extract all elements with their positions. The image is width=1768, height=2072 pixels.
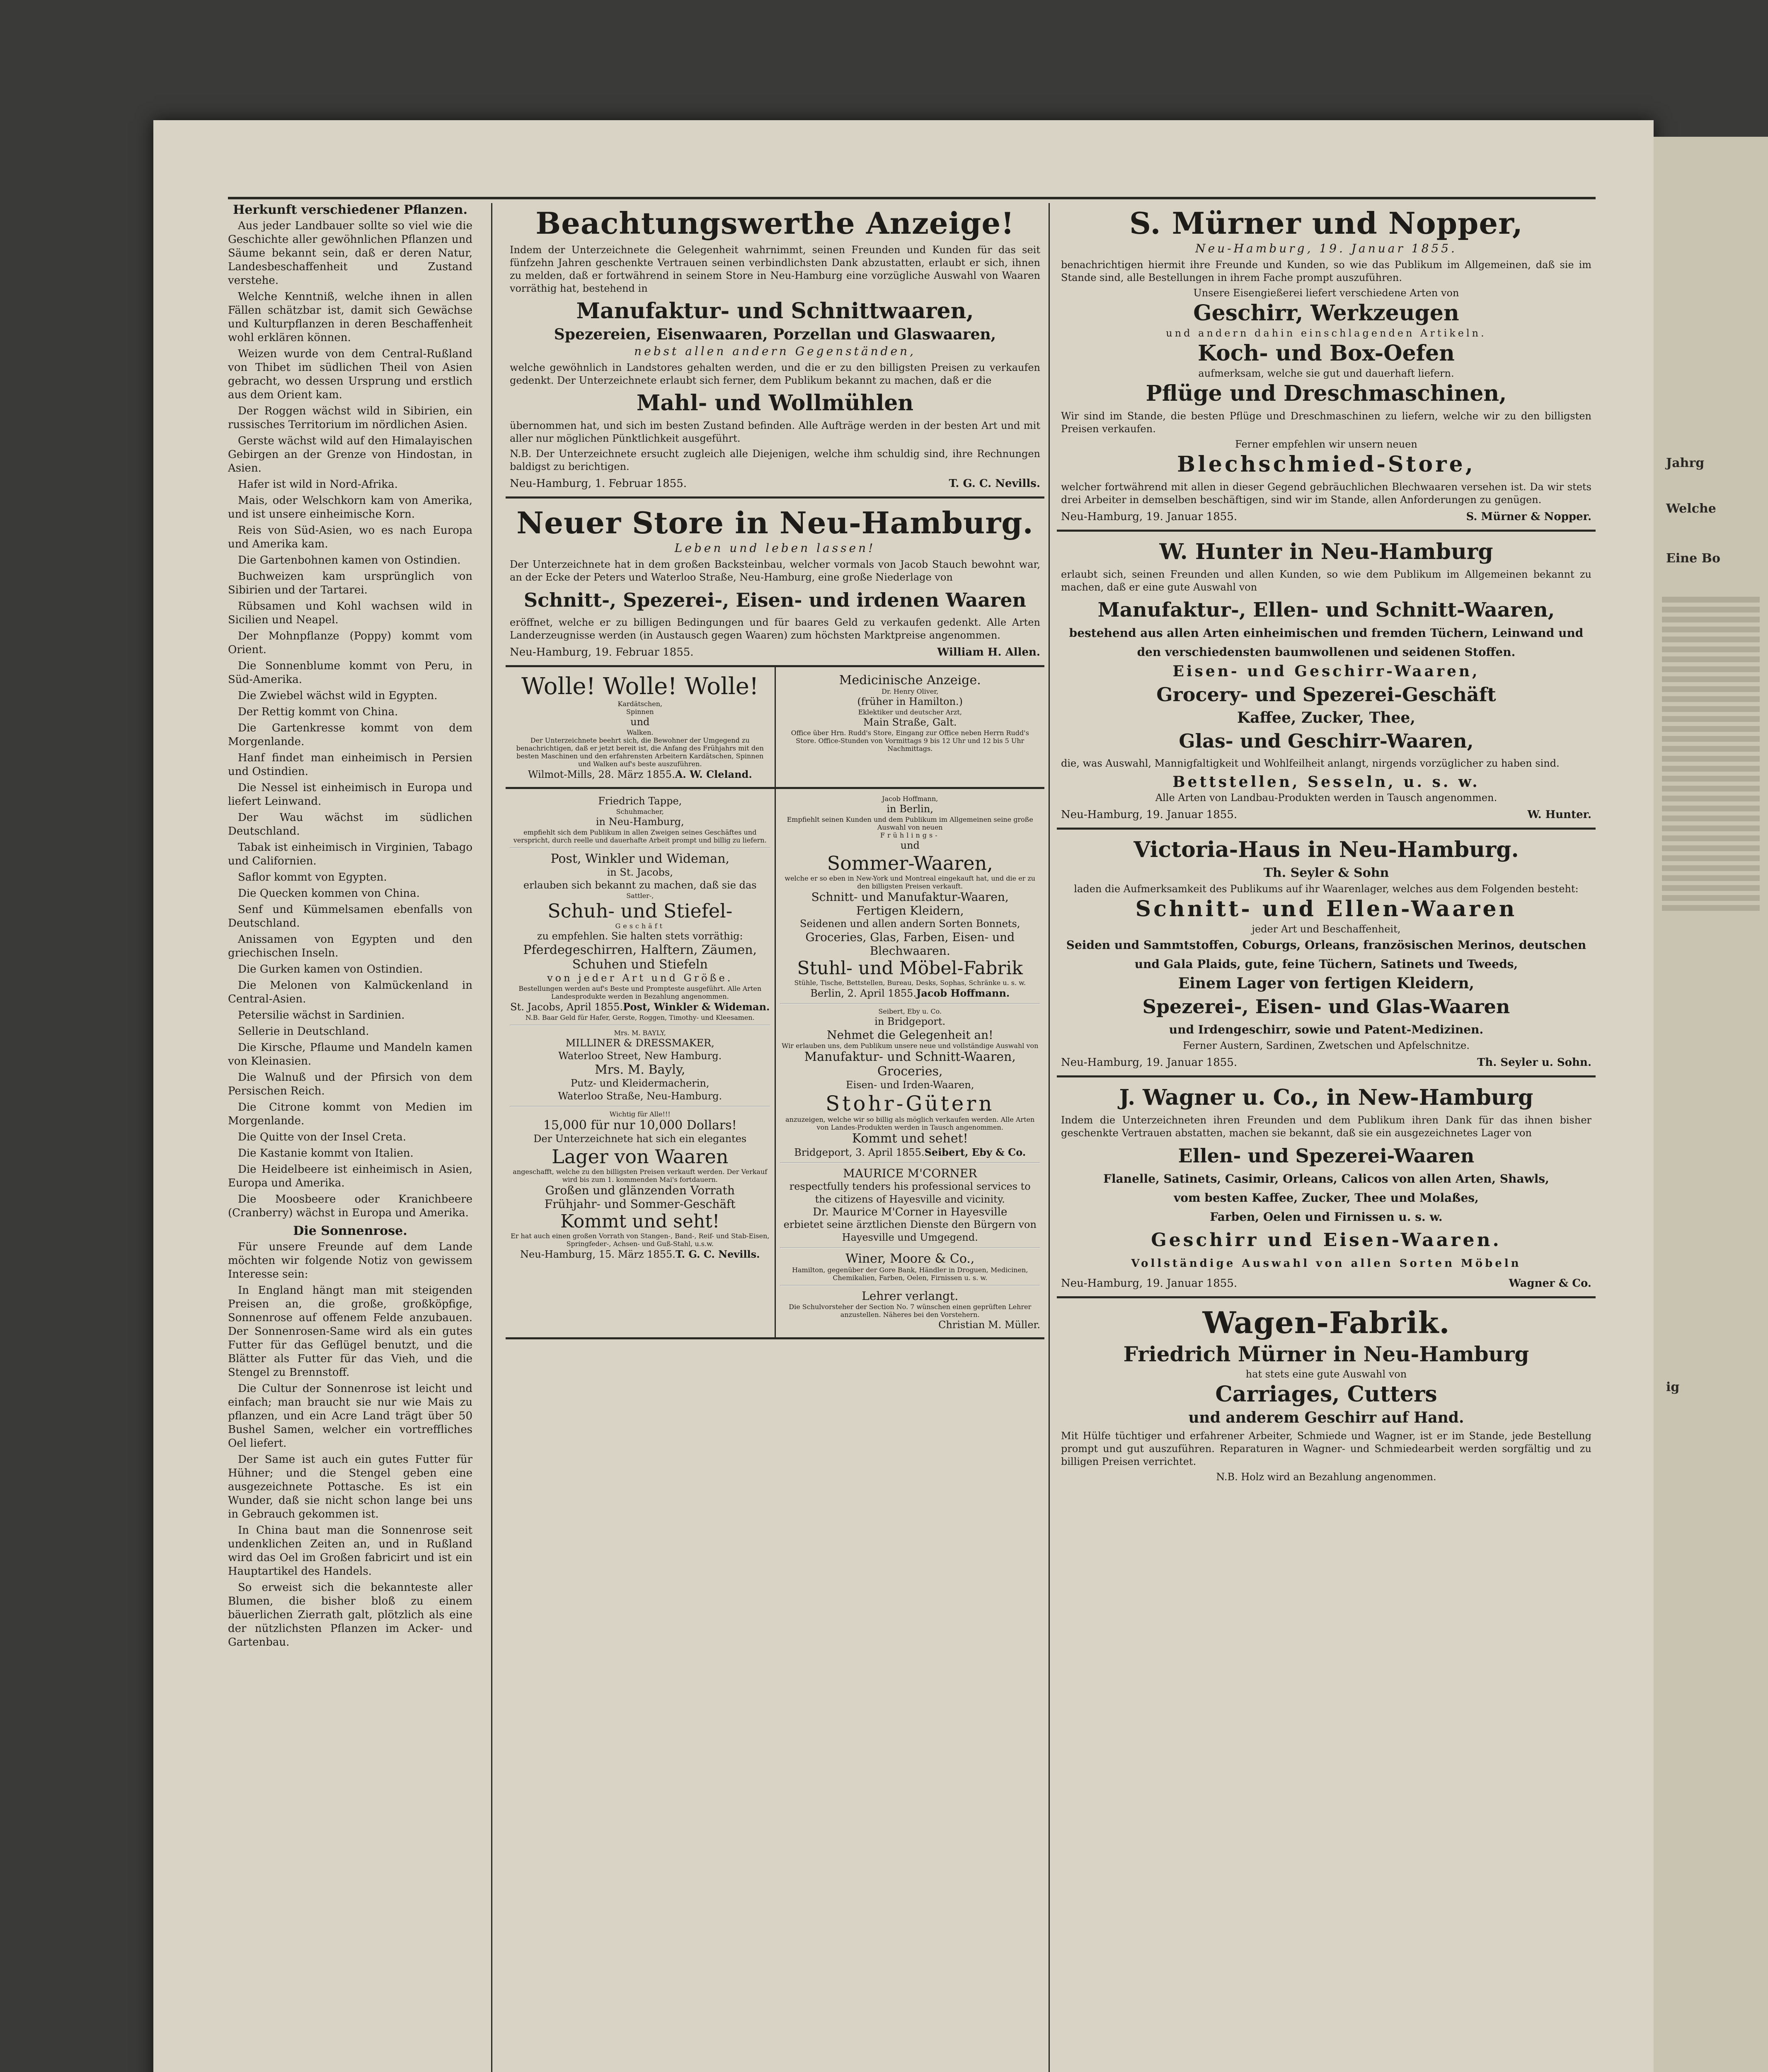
ad-text: MILLINER & DRESSMAKER, — [565, 1037, 714, 1049]
article-paragraph: Der Roggen wächst wild in Sibirien, ein russisches Territorium im nördlichen Asien. — [228, 405, 472, 431]
ad-text: Er hat auch einen großen Vorrath von Stangen-, Band-, Reif- und Stab-Eisen, Springfeder-, Achsen- und Guß-Stahl, u.s.w. — [511, 1232, 770, 1248]
ad-signature: Christian M. Müller. — [938, 1319, 1040, 1331]
ad-heading: Farben, Oelen und Firnissen u. s. w. — [1210, 1210, 1443, 1224]
ad-text: N.B. Der Unterzeichnete ersucht zugleich alle Diejenigen, welche ihm schuldig sind, ihre Rechnungen baldigst zu berichtigen. — [510, 448, 1040, 472]
ad-title: Post, Winkler und Wideman, — [550, 852, 730, 866]
ad-signature: Th. Seyler u. Sohn. — [1477, 1056, 1591, 1069]
ad-heading: Pferdegeschirren, Halftern, Zäumen, — [523, 943, 757, 957]
ad-signature: Post, Winkler & Wideman. — [623, 1001, 770, 1013]
article-paragraph: Der Mohnpflanze (Poppy) kommt vom Orient. — [228, 630, 472, 656]
ad-heading: und Irdengeschirr, sowie und Patent-Medizinen. — [1169, 1023, 1484, 1036]
ad-title: Winer, Moore & Co., — [845, 1251, 975, 1266]
article-paragraph: Die Zwiebel wächst wild in Egypten. — [238, 690, 438, 702]
article-paragraph: Anissamen von Egypten und den griechischen Inseln. — [228, 933, 472, 959]
ad-date: Neu-Hamburg, 19. Januar 1855. — [1061, 1056, 1238, 1069]
ad-text: Der Unterzeichnete hat in dem großen Backsteinbau, welcher vormals von Jacob Stauch bewohnt war, an der Ecke der Peters und Waterloo Straße, Neu-Hamburg, eine große Niederlage von — [510, 559, 1040, 583]
ad-oliver — [775, 667, 1045, 787]
edge-fragment: Eine Bo — [1666, 551, 1720, 566]
ad-text: jeder Art und Beschaffenheit, — [1252, 923, 1401, 935]
article-paragraph: Saflor kommt von Egypten. — [238, 871, 387, 884]
ad-heading: Eklektiker und deutscher Arzt, — [858, 708, 962, 716]
ad-text: und andern dahin einschlagenden Artikeln. — [1166, 327, 1487, 339]
article-paragraph: Die Heidelbeere ist einheimisch in Asien, Europa und Amerika. — [228, 1163, 472, 1189]
ad-signature: T. G. C. Nevills. — [949, 477, 1040, 490]
ad-heading: Manufaktur- und Schnittwaaren, — [576, 298, 974, 324]
ad-nevills — [506, 199, 1044, 499]
ad-text: Empfiehlt seinen Kunden und dem Publikum im Allgemeinen seine große Auswahl von neuen — [787, 816, 1033, 831]
ad-column-right — [775, 789, 1045, 1337]
ad-text: übernommen hat, und sich im besten Zustand befinden. Alle Aufträge werden in der besten Art und mit aller nur möglichen Pünktlichkeit ausgeführt. — [510, 420, 1040, 444]
article-paragraph: Der Same ist auch ein gutes Futter für Hühner; und die Stengel geben eine ausgezeichnete Pottasche. Es ist ein Wunder, daß sie nicht schon lange bei uns in Gebrauch gekommen ist. — [228, 1453, 472, 1520]
ad-heading: Groceries, — [877, 1064, 943, 1079]
ad-text: erlauben sich bekannt zu machen, daß sie das — [523, 879, 757, 891]
ad-text: von jeder Art und Größe. — [547, 972, 733, 984]
ad-heading: Kaffee, Zucker, Thee, — [1237, 709, 1415, 726]
article-paragraph: Senf und Kümmelsamen ebenfalls von Deutschland. — [228, 903, 472, 929]
ad-date: St. Jacobs, April 1855. — [510, 1001, 623, 1013]
ad-title: W. Hunter in Neu-Hamburg — [1159, 539, 1493, 564]
article-paragraph: Die Citrone kommt von Medien im Morgenlande. — [228, 1101, 472, 1127]
article-paragraph: Die Kastanie kommt von Italien. — [238, 1147, 414, 1159]
ads-column-right — [1057, 199, 1596, 2072]
ad-text: angeschafft, welche zu den billigsten Preisen verkauft werden. Der Verkauf wird bis zum 1. kommenden Mai's fortdauern. — [513, 1168, 768, 1184]
ad-date: Berlin, 2. April 1855. — [810, 988, 916, 999]
article-paragraph: Hanf findet man einheimisch in Persien und Ostindien. — [228, 752, 472, 778]
ad-heading: Mahl- und Wollmühlen — [636, 390, 914, 416]
ad-note: N.B. Baar Geld für Hafer, Gerste, Roggen, Timothy- und Kleesamen. — [525, 1014, 755, 1021]
ad-text: eröffnet, welche er zu billigen Bedingungen und für baares Geld zu verkaufen gedenkt. Alle Arten Landerzeugnisse werden (in Austausch gegen Waaren) zum höchsten Marktpreise angenommen. — [510, 617, 1040, 641]
article-paragraph: Aus jeder Landbauer sollte so viel wie die Geschichte aller gewöhnlichen Pflanzen und Säume bekannt sein, daß er deren Natur, Landesbeschaffenheit und Zustand verstehe. — [228, 220, 472, 287]
ad-text: welche gewöhnlich in Landstores gehalten werden, und die er zu den billigsten Preisen zu verkaufen gedenkt. Der Unterzeichnete erlaubt sich ferner, dem Publikum bekannt zu machen, daß er die — [510, 362, 1040, 386]
ad-text: Eisen- und Irden-Waaren, — [845, 1079, 974, 1091]
ad-title: Jacob Hoffmann, — [882, 795, 938, 803]
ad-text: in St. Jacobs, — [607, 867, 673, 878]
ad-text: empfiehlt sich dem Publikum in allen Zweigen seines Geschäftes und verspricht, durch reelle und dauerhafte Arbeit prompt und billig zu liefern. — [513, 828, 767, 844]
ad-title: Seibert, Eby u. Co. — [878, 1007, 942, 1015]
column-rule — [491, 203, 492, 2072]
ad-note: N.B. Holz wird an Bezahlung angenommen. — [1216, 1471, 1436, 1483]
ad-title: Wichtig für Alle!!! — [609, 1110, 671, 1118]
article-column — [228, 199, 472, 2072]
ad-text: in Berlin, — [886, 803, 933, 815]
adjacent-page-edge — [1654, 137, 1768, 2072]
article-paragraph: Die Kirsche, Pflaume und Mandeln kamen von Kleinasien. — [228, 1041, 472, 1067]
ad-heading: Vollständige Auswahl von allen Sorten Möbeln — [1131, 1257, 1521, 1270]
ad-text: Waterloo Street, New Hamburg. — [558, 1050, 722, 1062]
ad-heading: Spezerei-, Eisen- und Glas-Waaren — [1142, 995, 1510, 1018]
ad-row — [506, 667, 1044, 789]
ad-title: Mrs. M. BAYLY, — [614, 1029, 666, 1037]
ad-text: in Neu-Hamburg, — [596, 816, 684, 828]
ad-text: Stühle, Tische, Bettstellen, Bureau, Desks, Sophas, Schränke u. s. w. — [794, 979, 1026, 987]
ad-title: Wagen-Fabrik. — [1202, 1305, 1450, 1340]
ad-heading: bestehend aus allen Arten einheimischen und fremden Tüchern, Leinwand und den verschiedensten baumwollenen und seidenen Stoffen. — [1069, 626, 1584, 659]
ad-title: MAURICE M'CORNER — [843, 1167, 977, 1180]
ad-heading: Einem Lager von fertigen Kleidern, — [1178, 975, 1475, 992]
ad-heading: Fertigen Kleidern, — [856, 904, 964, 917]
ad-text: Alle Arten von Landbau-Produkten werden in Tausch angenommen. — [1155, 792, 1497, 804]
article-paragraph: Rübsamen und Kohl wachsen wild in Sicilien und Neapel. — [228, 600, 472, 626]
ad-signature: Seibert, Eby & Co. — [924, 1146, 1026, 1158]
ad-heading: Dr. Maurice M'Corner in Hayesville — [813, 1206, 1008, 1218]
ad-subheading: Neu-Hamburg, 19. Januar 1855. — [1195, 242, 1457, 255]
article-body — [228, 1240, 472, 1649]
ad-text: anzuzeigen, welche wir so billig als möglich verkaufen werden. Alle Arten von Landes-Produkten werden in Tausch angenommen. — [785, 1116, 1035, 1131]
ad-text: Wir erlauben uns, dem Publikum unsere neue und vollständige Auswahl von — [782, 1042, 1039, 1050]
ad-text: in Bridgeport. — [874, 1016, 946, 1027]
ad-heading: Stuhl- und Möbel-Fabrik — [797, 958, 1023, 979]
article-paragraph: Die Nessel ist einheimisch in Europa und liefert Leinwand. — [228, 782, 472, 808]
ad-title: Neuer Store in Neu-Hamburg. — [516, 505, 1034, 540]
ad-text: erlaubt sich, seinen Freunden und allen Kunden, so wie dem Publikum im Allgemeinen bekannt zu machen, daß er eine gute Auswahl von — [1061, 569, 1591, 593]
ad-heading: Schuh- und Stiefel- — [547, 900, 733, 922]
ad-text: Bestellungen werden auf's Beste und Prompteste ausgeführt. Alle Arten Landesprodukte werden in Bezahlung angenommen. — [518, 985, 762, 1000]
article-body — [228, 219, 472, 1220]
article-paragraph: Die Cultur der Sonnenrose ist leicht und einfach; man braucht sie nur wie Mais zu pflanzen, und ein Acre Land trägt über 50 Bushel Samen, welcher ein vortreffliches Oel liefert. — [228, 1382, 472, 1450]
ad-text: und — [900, 840, 920, 851]
ad-date: Neu-Hamburg, 19. Januar 1855. — [1061, 511, 1238, 523]
ad-heading: Schnitt- und Manufaktur-Waaren, — [811, 890, 1009, 904]
ad-heading: Seiden und Sammtstoffen, Coburgs, Orleans, französischen Merinos, deutschen und Gala Plaids, gute, feine Tüchern, Satinets und Tweeds, — [1066, 938, 1586, 971]
article-paragraph: Reis von Süd-Asien, wo es nach Europa und Amerika kam. — [228, 524, 472, 550]
ad-text: Die Schulvorsteher der Section No. 7 wünschen einen geprüften Lehrer anzustellen. Näheres bei den Vorstehern. — [789, 1303, 1032, 1319]
ad-date: Neu-Hamburg, 19. Januar 1855. — [1061, 808, 1238, 821]
ad-heading: Koch- und Box-Oefen — [1198, 341, 1455, 366]
article-paragraph: Die Sonnenblume kommt von Peru, in Süd-Amerika. — [228, 660, 472, 686]
ad-title: Medicinische Anzeige. — [839, 673, 981, 687]
ad-text: aufmerksam, welche sie gut und dauerhaft liefern. — [1198, 368, 1454, 379]
article-paragraph: Hafer ist wild in Nord-Afrika. — [238, 478, 398, 491]
ad-text: die, was Auswahl, Mannigfaltigkeit und Wohlfeilheit anlangt, nirgends vorzüglicher zu haben sind. — [1061, 758, 1560, 769]
ad-text: hat stets eine gute Auswahl von — [1245, 1368, 1407, 1380]
ad-motto: Nehmet die Gelegenheit an! — [827, 1028, 993, 1042]
ad-heading: Bettstellen, Sesseln, u. s. w. — [1172, 773, 1480, 791]
ad-text: respectfully tenders his professional services to the citizens of Hayesville and vicinity. — [789, 1181, 1031, 1205]
article-paragraph: Gerste wächst wild auf den Himalayischen Gebirgen an der Grenze von Hindostan, in Asien. — [228, 435, 472, 474]
ad-heading: Frühjahr- und Sommer-Geschäft — [544, 1197, 736, 1211]
ad-heading: Lager von Waaren — [552, 1145, 729, 1168]
ad-title: S. Mürner und Nopper, — [1129, 206, 1523, 241]
ad-victoria-haus — [1057, 830, 1596, 1077]
ad-heading: Sommer-Waaren, — [827, 852, 993, 874]
ad-text: Ferner empfehlen wir unsern neuen — [1235, 438, 1417, 450]
article-paragraph: Petersilie wächst in Sardinien. — [238, 1009, 405, 1021]
ad-text: und — [630, 716, 650, 728]
ad-title: Victoria-Haus in Neu-Hamburg. — [1133, 837, 1519, 862]
ad-heading: Walken. — [627, 729, 654, 736]
article-paragraph: Der Wau wächst im südlichen Deutschland. — [228, 811, 472, 838]
ad-date: Neu-Hamburg, 19. Februar 1855. — [510, 646, 694, 658]
ad-heading: Sattler-, — [626, 892, 654, 900]
ad-heading: Flanelle, Satinets, Casimir, Orleans, Calicos von allen Arten, Shawls, — [1103, 1172, 1549, 1186]
ad-heading: Geschirr, Werkzeugen — [1193, 300, 1459, 326]
ad-heading: Spezereien, Eisenwaaren, Porzellan und Glaswaaren, — [554, 326, 996, 343]
ad-heading: Pflüge und Dreschmaschinen, — [1146, 381, 1507, 406]
ad-text: Friedrich Tappe, — [598, 795, 682, 807]
article-paragraph: Weizen wurde von dem Central-Rußland von Thibet im südlichen Theil von Asien gebracht, wo dessen Ursprung und erstlich aus dem Orient kam. — [228, 348, 472, 401]
ad-heading: Carriages, Cutters — [1215, 1382, 1437, 1407]
article-heading: Herkunft verschiedener Pflanzen. — [233, 203, 467, 217]
ad-text: Mit Hülfe tüchtiger und erfahrener Arbeiter, Schmiede und Wagner, ist er im Stande, jede Bestellung prompt und gut auszuführen. Reparaturen in Wagner- und Schmiedearbeit werden sorgfältig und zu billigen Preisen verrichtet. — [1061, 1430, 1591, 1467]
article-paragraph: Die Walnuß und der Pfirsich von dem Persischen Reich. — [228, 1071, 472, 1097]
edge-fragment: Welche — [1666, 501, 1716, 516]
ad-heading: Groceries, Glas, Farben, Eisen- und Blechwaaren. — [805, 930, 1015, 958]
ad-text: Der Unterzeichnete beehrt sich, die Bewohner der Umgegend zu benachrichtigen, daß er jetzt bereit ist, die Anfang des Frühjahrs mit den besten Maschinen und den erfahrensten Arbeitern Kardätschen, Spinnen und Walken auf's beste auszuführen. — [516, 736, 764, 768]
ad-text: Hamilton, gegenüber der Gore Bank, Händler in Droguen, Medicinen, Chemikalien, Farben, Oelen, Firnissen u. s. w. — [792, 1266, 1028, 1282]
ad-heading: Schuhen und Stiefeln — [572, 957, 708, 972]
ad-heading: Kommt und seht! — [560, 1211, 720, 1232]
ad-heading: Friedrich Mürner in Neu-Hamburg — [1123, 1342, 1529, 1366]
ad-title: Schuhmacher, — [616, 808, 664, 816]
ad-heading: Ellen- und Spezerei-Waaren — [1178, 1145, 1475, 1167]
article-paragraph: Mais, oder Welschkorn kam von Amerika, und ist unsere einheimische Korn. — [228, 494, 472, 520]
ad-date: Neu-Hamburg, 19. Januar 1855. — [1061, 1277, 1238, 1290]
ad-heading: Schnitt-, Spezerei-, Eisen- und irdenen Waaren — [523, 589, 1027, 611]
ad-heading: 15,000 für nur 10,000 Dollars! — [543, 1118, 737, 1133]
ad-heading: Geschäft — [615, 922, 665, 930]
ad-heading: Glas- und Geschirr-Waaren, — [1179, 730, 1474, 752]
ad-text: Putz- und Kleidermacherin, — [571, 1077, 710, 1089]
article-paragraph: Tabak ist einheimisch in Virginien, Tabago und Californien. — [228, 841, 472, 867]
ad-heading: Kommt und sehet! — [852, 1131, 968, 1146]
ad-subheading: Th. Seyler & Sohn — [1263, 866, 1389, 880]
ad-heading: Grocery- und Spezerei-Geschäft — [1156, 683, 1496, 706]
ad-date: Neu-Hamburg, 1. Februar 1855. — [510, 477, 687, 490]
article-paragraph: Welche Kenntniß, welche ihnen in allen Fällen schätzbar ist, damit sich Gewächse und Kulturpflanzen in deren Beschaffenheit wohl erklären können. — [228, 290, 472, 344]
article-paragraph: Die Gartenkresse kommt von dem Morgenlande. — [228, 722, 472, 748]
ad-allen — [506, 499, 1044, 667]
ad-date: Neu-Hamburg, 15. März 1855. — [520, 1249, 676, 1260]
ad-subheading: nebst allen andern Gegenständen, — [634, 344, 916, 358]
article-paragraph: Die Gurken kamen von Ostindien. — [238, 963, 423, 975]
ad-heading: Frühlings- — [880, 831, 940, 839]
article-paragraph: Die Gartenbohnen kamen von Ostindien. — [238, 554, 461, 566]
ad-signature: T. G. C. Nevills. — [675, 1248, 760, 1260]
ad-signature: William H. Allen. — [937, 646, 1040, 658]
ad-text: Ferner Austern, Sardinen, Zwetschen und Apfelschnitze. — [1183, 1040, 1470, 1051]
ad-date: Bridgeport, 3. April 1855. — [794, 1147, 925, 1158]
ad-text: erbietet seine ärztlichen Dienste den Bürgern von Hayesville und Umgegend. — [783, 1219, 1037, 1243]
column-rule — [1049, 203, 1050, 2072]
ad-signature: A. W. Cleland. — [675, 768, 752, 780]
ad-muerner-nopper — [1057, 199, 1596, 532]
ad-heading: Schnitt- und Ellen-Waaren — [1135, 896, 1517, 922]
ad-motto: Leben und leben lassen! — [674, 541, 876, 555]
article-paragraph: Buchweizen kam ursprünglich von Sibirien und der Tartarei. — [228, 570, 472, 596]
ad-title: Lehrer verlangt. — [862, 1289, 959, 1303]
ad-text: welche er so eben in New-York und Montreal eingekauft hat, und die er zu den billigsten Preisen verkauft. — [785, 874, 1036, 890]
ad-signature: Wagner & Co. — [1509, 1277, 1591, 1290]
ad-text: Waterloo Straße, Neu-Hamburg. — [558, 1090, 722, 1102]
article-heading: Die Sonnenrose. — [293, 1224, 407, 1238]
ad-cleland — [506, 667, 775, 787]
ad-text: Wir sind im Stande, die besten Pflüge und Dreschmaschinen zu liefern, welche wir zu den billigsten Preisen verkaufen. — [1061, 410, 1591, 435]
ad-heading: Blechschmied-Store, — [1177, 452, 1475, 477]
ad-wagen-fabrik — [1057, 1298, 1596, 1489]
ad-heading: Manufaktur-, Ellen- und Schnitt-Waaren, — [1097, 598, 1555, 622]
ad-text: Office über Hrn. Rudd's Store, Eingang zur Office neben Herrn Rudd's Store. Office-Stunden von Vormittags 9 bis 12 Uhr und 12 bis 5 Uhr Nachmittags. — [791, 729, 1029, 753]
ad-heading: Geschirr und Eisen-Waaren. — [1151, 1230, 1502, 1251]
ad-heading: Mrs. M. Bayly, — [595, 1063, 685, 1077]
ad-hunter — [1057, 532, 1596, 830]
ad-date: Wilmot-Mills, 28. März 1855. — [528, 769, 675, 780]
article-paragraph: Die Quitte von der Insel Creta. — [238, 1131, 407, 1143]
edge-fragment: ig — [1666, 1380, 1680, 1394]
ad-heading: Dr. Henry Oliver, — [882, 687, 939, 695]
ad-text: benachrichtigen hiermit ihre Freunde und Kunden, so wie das Publikum im Allgemeinen, daß sie im Stande sind, alle Bestellungen in ihrem Fache prompt auszuführen. — [1061, 259, 1591, 283]
ad-signature: Jacob Hoffmann. — [916, 987, 1010, 999]
ad-text: Indem die Unterzeichneten ihren Freunden und dem Publikum ihren Dank für das ihnen bisher geschenkte Vertrauen abstatten, machen sie bekannt, daß sie ein ausgezeichnetes Lager von — [1061, 1114, 1591, 1139]
article-paragraph: Die Melonen von Kalmückenland in Central-Asien. — [228, 979, 472, 1005]
ad-text: (früher in Hamilton.) — [857, 696, 963, 707]
ad-wagner — [1057, 1077, 1596, 1298]
ad-column-left — [506, 789, 775, 1337]
edge-text-lines — [1654, 593, 1768, 915]
ad-text: zu empfehlen. Sie halten stets vorräthig: — [537, 930, 743, 942]
newspaper-page — [153, 120, 1654, 2072]
article-paragraph: Die Quecken kommen von China. — [238, 887, 420, 900]
article-paragraph: Für unsere Freunde auf dem Lande möchten wir folgende Notiz von gewissem Interesse sein: — [228, 1241, 472, 1280]
ad-signature: W. Hunter. — [1527, 808, 1591, 821]
ads-column-middle — [506, 199, 1044, 2072]
article-paragraph: Sellerie in Deutschland. — [238, 1025, 369, 1038]
ad-signature: S. Mürner & Nopper. — [1466, 511, 1591, 523]
ad-heading: Kardätschen, — [618, 700, 663, 708]
article-paragraph: Die Moosbeere oder Kranichbeere (Cranberry) wächst in Europa und Amerika. — [228, 1193, 472, 1219]
ad-heading: Spinnen — [626, 708, 654, 716]
article-paragraph: In England hängt man mit steigenden Preisen an, die große, großköpfige, Sonnenrose auf offenem Felde anzubauen. Der Sonnenrosen-Same wird als ein gutes Futter für das Geflügel benutzt, und die Blätter als Futter für das Vieh, und die Stengel zu Brennstoff. — [228, 1284, 472, 1379]
article-paragraph: So erweist sich die bekannteste aller Blumen, die bisher bloß zu einem bäuerlichen Zierrath galt, plötzlich als eine der nützlichsten Pflanzen im Acker- und Gartenbau. — [228, 1581, 472, 1648]
ad-text: Seidenen und allen andern Sorten Bonnets, — [800, 918, 1020, 929]
ad-text: welcher fortwährend mit allen in dieser Gegend gebräuchlichen Blechwaaren versehen ist. Da wir stets drei Arbeiter in demselben beschäftigen, sind wir im Stande, allen Anforderungen zu genügen. — [1061, 481, 1591, 506]
ad-text: Unsere Eisengießerei liefert verschiedene Arten von — [1193, 287, 1459, 299]
ad-title: J. Wagner u. Co., in New-Hamburg — [1119, 1085, 1533, 1110]
ad-heading: Großen und glänzenden Vorrath — [545, 1184, 735, 1197]
ad-heading: Stohr-Gütern — [826, 1092, 995, 1116]
ad-text: laden die Aufmerksamkeit des Publikums auf ihr Waarenlager, welches aus dem Folgenden besteht: — [1074, 883, 1579, 895]
ad-title: Wolle! Wolle! Wolle! — [521, 673, 759, 700]
ad-title: Beachtungswerthe Anzeige! — [535, 206, 1015, 241]
ad-text: Der Unterzeichnete hat sich ein elegantes — [533, 1133, 747, 1145]
ad-heading: und anderem Geschirr auf Hand. — [1188, 1409, 1464, 1426]
ad-heading: Eisen- und Geschirr-Waaren, — [1172, 663, 1480, 680]
article-paragraph: In China baut man die Sonnenrose seit undenklichen Zeiten an, und in Rußland wird das Oel im Großen fabricirt und ist ein Hauptartikel des Handels. — [228, 1524, 472, 1578]
ad-text: Indem der Unterzeichnete die Gelegenheit wahrnimmt, seinen Freunden und Kunden für das seit fünfzehn Jahren geschenkte Vertrauen seinen verbindlichsten Dank abzustatten, erlaubt er sich, ihnen zu melden, daß er fortwährend in seinem Store in Neu-Hamburg eine vorzügliche Auswahl von Waaren vorräthig hat, bestehend in — [510, 244, 1040, 294]
edge-fragment: Jahrg — [1666, 456, 1705, 470]
ad-heading: vom besten Kaffee, Zucker, Thee und Molaßes, — [1174, 1191, 1479, 1205]
ad-row — [506, 789, 1044, 1339]
ad-text: Main Straße, Galt. — [863, 716, 957, 728]
ad-heading: Manufaktur- und Schnitt-Waaren, — [804, 1050, 1016, 1064]
article-paragraph: Der Rettig kommt von China. — [238, 706, 398, 718]
